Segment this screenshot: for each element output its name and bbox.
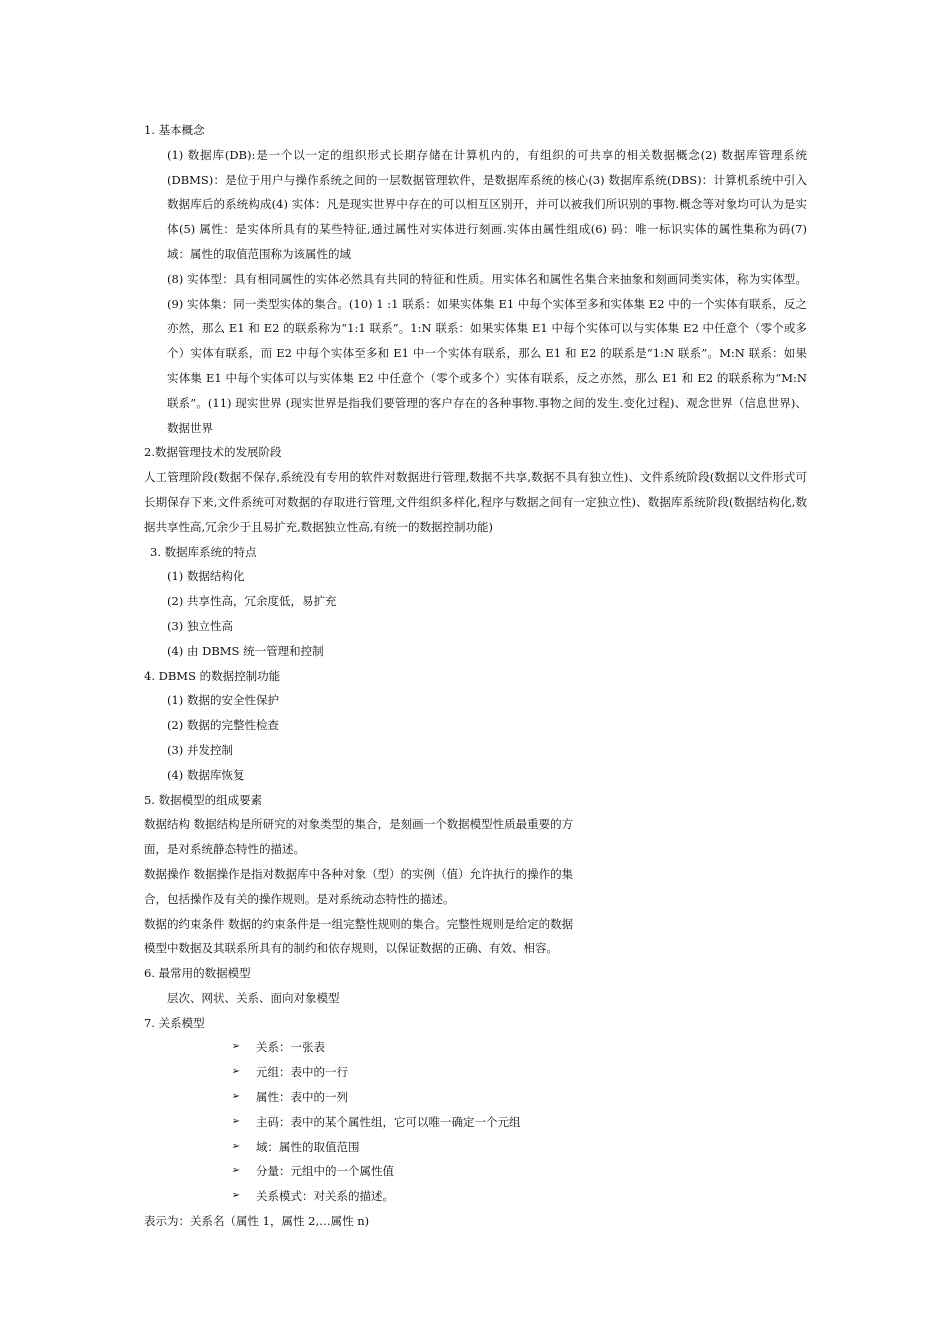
section-6-title: 6. 最常用的数据模型 bbox=[144, 966, 251, 981]
section-3-item-4: (4) 由 DBMS 统一管理和控制 bbox=[167, 643, 324, 658]
relation-model-bullet-text: 关系：一张表 bbox=[256, 1040, 325, 1055]
section-5-line-5: 数据的约束条件 数据的约束条件是一组完整性规则的集合。完整性规则是给定的数据 bbox=[144, 916, 574, 931]
relation-model-bullet-item bbox=[144, 1060, 807, 1085]
relation-model-bullet-text: 主码：表中的某个属性组，它可以唯一确定一个元组 bbox=[256, 1114, 521, 1129]
section-5-line-2: 面，是对系统静态特性的描述。 bbox=[144, 842, 305, 857]
arrow-bullet-icon: ➢ bbox=[231, 1140, 241, 1152]
arrow-bullet-icon: ➢ bbox=[231, 1066, 241, 1078]
section-3-item-1: (1) 数据结构化 bbox=[167, 569, 245, 584]
relation-model-bullet-item bbox=[144, 1159, 807, 1184]
relation-model-bullet-text: 域：属性的取值范围 bbox=[256, 1139, 360, 1154]
relation-model-bullet-item bbox=[144, 1135, 807, 1160]
section-5-line-3: 数据操作 数据操作是指对数据库中各种对象（型）的实例（值）允许执行的操作的集 bbox=[144, 866, 574, 881]
section-1-paragraph-2: (8) 实体型：具有相同属性的实体必然具有共同的特征和性质。用实体名和属性名集合来抽象和刻画同类实体，称为实体型。(9) 实体集：同一类型实体的集合。(10) 1 :1 联系：如果实体集 E1 中每个实体至多和实体集 E2 中的一个实体有联系，反之亦然，那么 E1 和 E2 的联系称为“1:1 联系”。1:N 联系：如果实体集 E1 中每个实体可以与实体集 E2 中任意个（零个或多个）实体有联系，而 E2 中每个实体至多和 E1 中一个实体有联系，那么 E1 和 E2 的联系是“1:N 联系”。M:N 联系：如果实体集 E1 中每个实体可以与实体集 E2 中任意个（零个或多个）实体有联系，反之亦然，那么 E1 和 E2 的联系称为“M:N 联系”。(11) 现实世界 (现实世界是指我们要管理的客户存在的各种事物.事物之间的发生.变化过程)、观念世界（信息世界)、数据世界 bbox=[167, 271, 807, 435]
document-content bbox=[144, 118, 807, 1234]
arrow-bullet-icon: ➢ bbox=[231, 1165, 241, 1177]
section-6-line: 层次、网状、关系、面向对象模型 bbox=[167, 990, 340, 1005]
relation-model-bullet-item bbox=[144, 1184, 807, 1209]
relation-model-bullet-item bbox=[144, 1085, 807, 1110]
relation-model-bullet-text: 分量：元组中的一个属性值 bbox=[256, 1164, 394, 1179]
relation-model-bullet-item bbox=[144, 1035, 807, 1060]
arrow-bullet-icon: ➢ bbox=[231, 1041, 241, 1053]
relation-model-bullet-text: 关系模式：对关系的描述。 bbox=[256, 1189, 394, 1204]
section-1-paragraph-1: (1) 数据库(DB):是一个以一定的组织形式长期存储在计算机内的，有组织的可共享的相关数据概念(2) 数据库管理系统(DBMS)：是位于用户与操作系统之间的一层数据管理软件，是数据库系统的核心(3) 数据库系统(DBS)：计算机系统中引入数据库后的系统构成(4) 实体：凡是现实世界中存在的可以相互区别开，并可以被我们所识别的事物.概念等对象均可认为是实体(5) 属性：是实体所具有的某些特征,通过属性对实体进行刻画.实体由属性组成(6) 码：唯一标识实体的属性集称为码(7) 域：属性的取值范围称为该属性的域 bbox=[167, 147, 807, 261]
relation-model-bullet-text: 元组：表中的一行 bbox=[256, 1065, 348, 1080]
section-4-item-2: (2) 数据的完整性检查 bbox=[167, 718, 279, 733]
section-2-title: 2.数据管理技术的发展阶段 bbox=[144, 445, 282, 460]
arrow-bullet-icon: ➢ bbox=[231, 1091, 241, 1103]
section-3-item-2: (2) 共享性高，冗余度低，易扩充 bbox=[167, 594, 337, 609]
arrow-bullet-icon: ➢ bbox=[231, 1190, 241, 1202]
section-4-item-1: (1) 数据的安全性保护 bbox=[167, 693, 279, 708]
section-4-item-3: (3) 并发控制 bbox=[167, 742, 233, 757]
section-1-title: 1. 基本概念 bbox=[144, 123, 205, 137]
section-4-title: 4. DBMS 的数据控制功能 bbox=[144, 668, 281, 683]
section-5-line-6: 模型中数据及其联系所具有的制约和依存规则，以保证数据的正确、有效、相容。 bbox=[144, 941, 558, 956]
section-3-title: 3. 数据库系统的特点 bbox=[150, 544, 257, 559]
relation-model-bullet-item bbox=[144, 1110, 807, 1135]
section-5-line-4: 合，包括操作及有关的操作规则。是对系统动态特性的描述。 bbox=[144, 891, 455, 906]
section-4-item-4: (4) 数据库恢复 bbox=[167, 767, 245, 782]
section-7-title: 7. 关系模型 bbox=[144, 1015, 205, 1030]
relation-model-bullet-list bbox=[144, 1035, 807, 1209]
section-2-paragraph: 人工管理阶段(数据不保存,系统没有专用的软件对数据进行管理,数据不共享,数据不具有独立性)、文件系统阶段(数据以文件形式可长期保存下来,文件系统可对数据的存取进行管理,文件组织多样化,程序与数据之间有一定独立性)、数据库系统阶段(数据结构化,数据共享性高,冗余少于且易扩充,数据独立性高,有统一的数据控制功能) bbox=[144, 470, 807, 534]
arrow-bullet-icon: ➢ bbox=[231, 1115, 241, 1127]
relation-model-bullet-text: 属性：表中的一列 bbox=[256, 1090, 348, 1105]
section-5-line-1: 数据结构 数据结构是所研究的对象类型的集合，是刻画一个数据模型性质最重要的方 bbox=[144, 817, 574, 832]
section-3-item-3: (3) 独立性高 bbox=[167, 618, 233, 633]
section-5-title: 5. 数据模型的组成要素 bbox=[144, 792, 263, 807]
relation-representation-line: 表示为：关系名（属性 1，属性 2,…属性 n) bbox=[144, 1214, 370, 1229]
